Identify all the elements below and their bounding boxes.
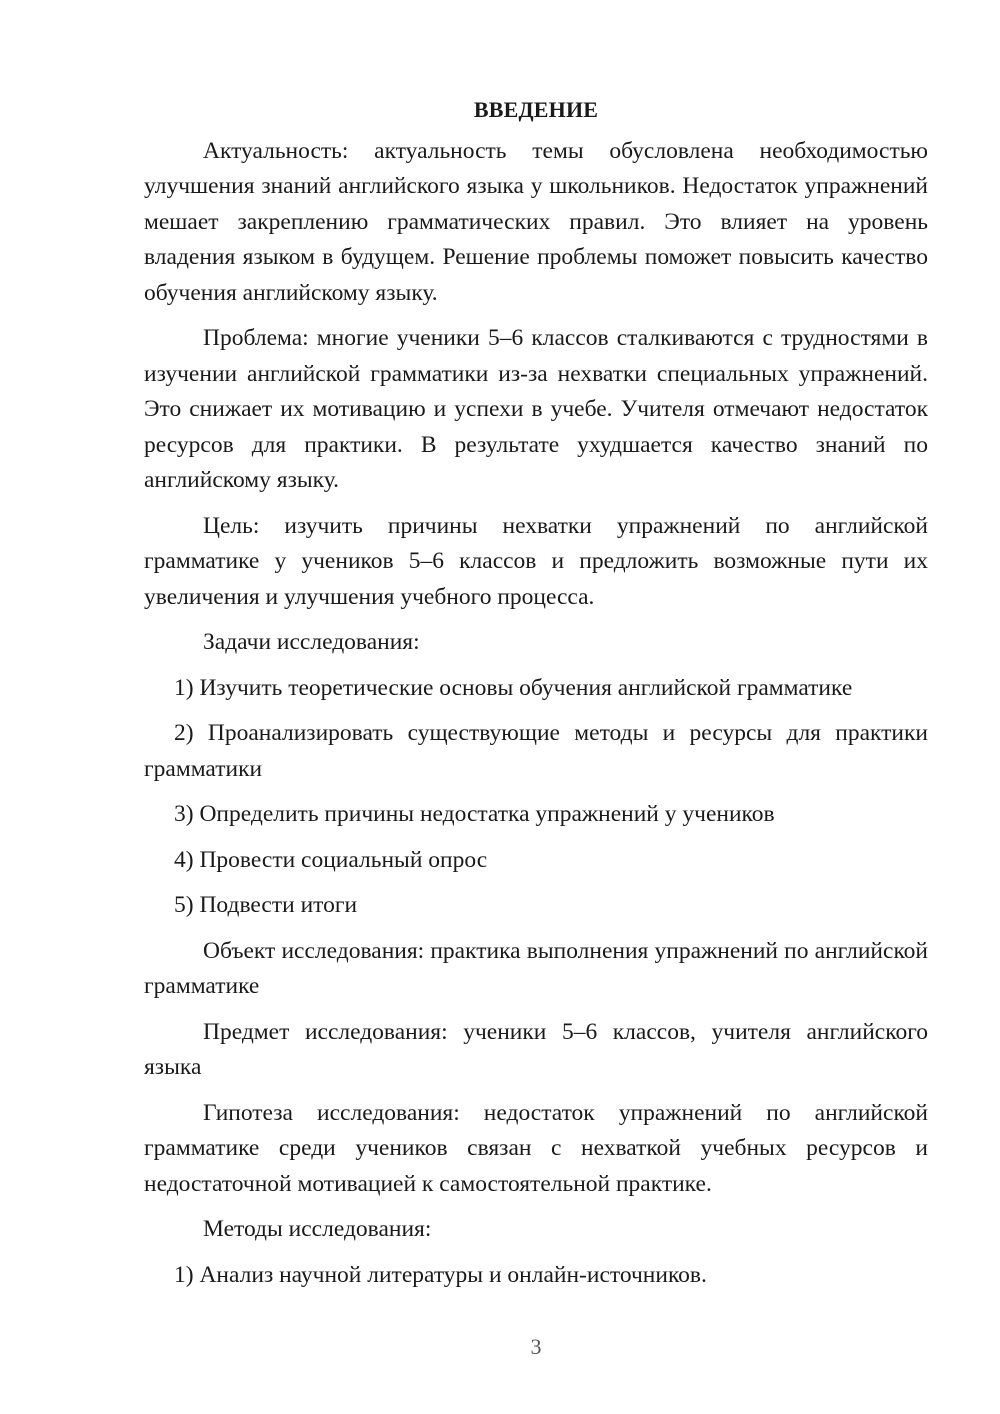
task-item: 3) Определить причины недостатка упражнений у учеников [174,801,775,827]
task-item: 4) Провести социальный опрос [174,846,488,873]
method-item: 1) Анализ научной литературы и онлайн-источников. [174,1261,707,1288]
tasks-heading: Задачи исследования: [203,629,420,655]
problem-paragraph: Проблема: многие ученики 5–6 классов сталкиваются с трудностями в изучении английской грамматики из-за нехватки специальных упражнений. Это снижает их мотивацию и успехи в учебе. Учителя отмечают недостаток ресурсов для практики. В результате ухудшается качество знаний по английскому языку. [144,325,928,493]
methods-heading: Методы исследования: [203,1216,432,1242]
task-item: 5) Подвести итоги [174,892,358,918]
goal-paragraph: Цель: изучить причины нехватки упражнений по английской грамматике у учеников 5–6 классов и предложить возможные пути их увеличения и улучшения учебного процесса. [144,512,928,610]
task-item: 2) Проанализировать существующие методы и ресурсы для практики грамматики [144,720,928,782]
page-number: 3 [530,1334,542,1359]
object-paragraph: Объект исследования: практика выполнения упражнений по английской грамматике [144,937,928,999]
document-page [144,92,928,1303]
hypothesis-paragraph: Гипотеза исследования: недостаток упражнений по английской грамматике среди учеников связан с нехваткой учебных ресурсов и недостаточной мотивацией к самостоятельной практике. [144,1099,928,1197]
relevance-paragraph: Актуальность: актуальность темы обусловлена необходимостью улучшения знаний английского языка у школьников. Недостаток упражнений мешает закреплению грамматических правил. Это влияет на уровень владения языком в будущем. Решение проблемы поможет повысить качество обучения английскому языку. [144,137,928,306]
page-title: ВВЕДЕНИЕ [473,97,599,122]
task-item: 1) Изучить теоретические основы обучения английской грамматике [174,674,853,701]
subject-paragraph: Предмет исследования: ученики 5–6 классов, учителя английского языка [144,1018,928,1080]
